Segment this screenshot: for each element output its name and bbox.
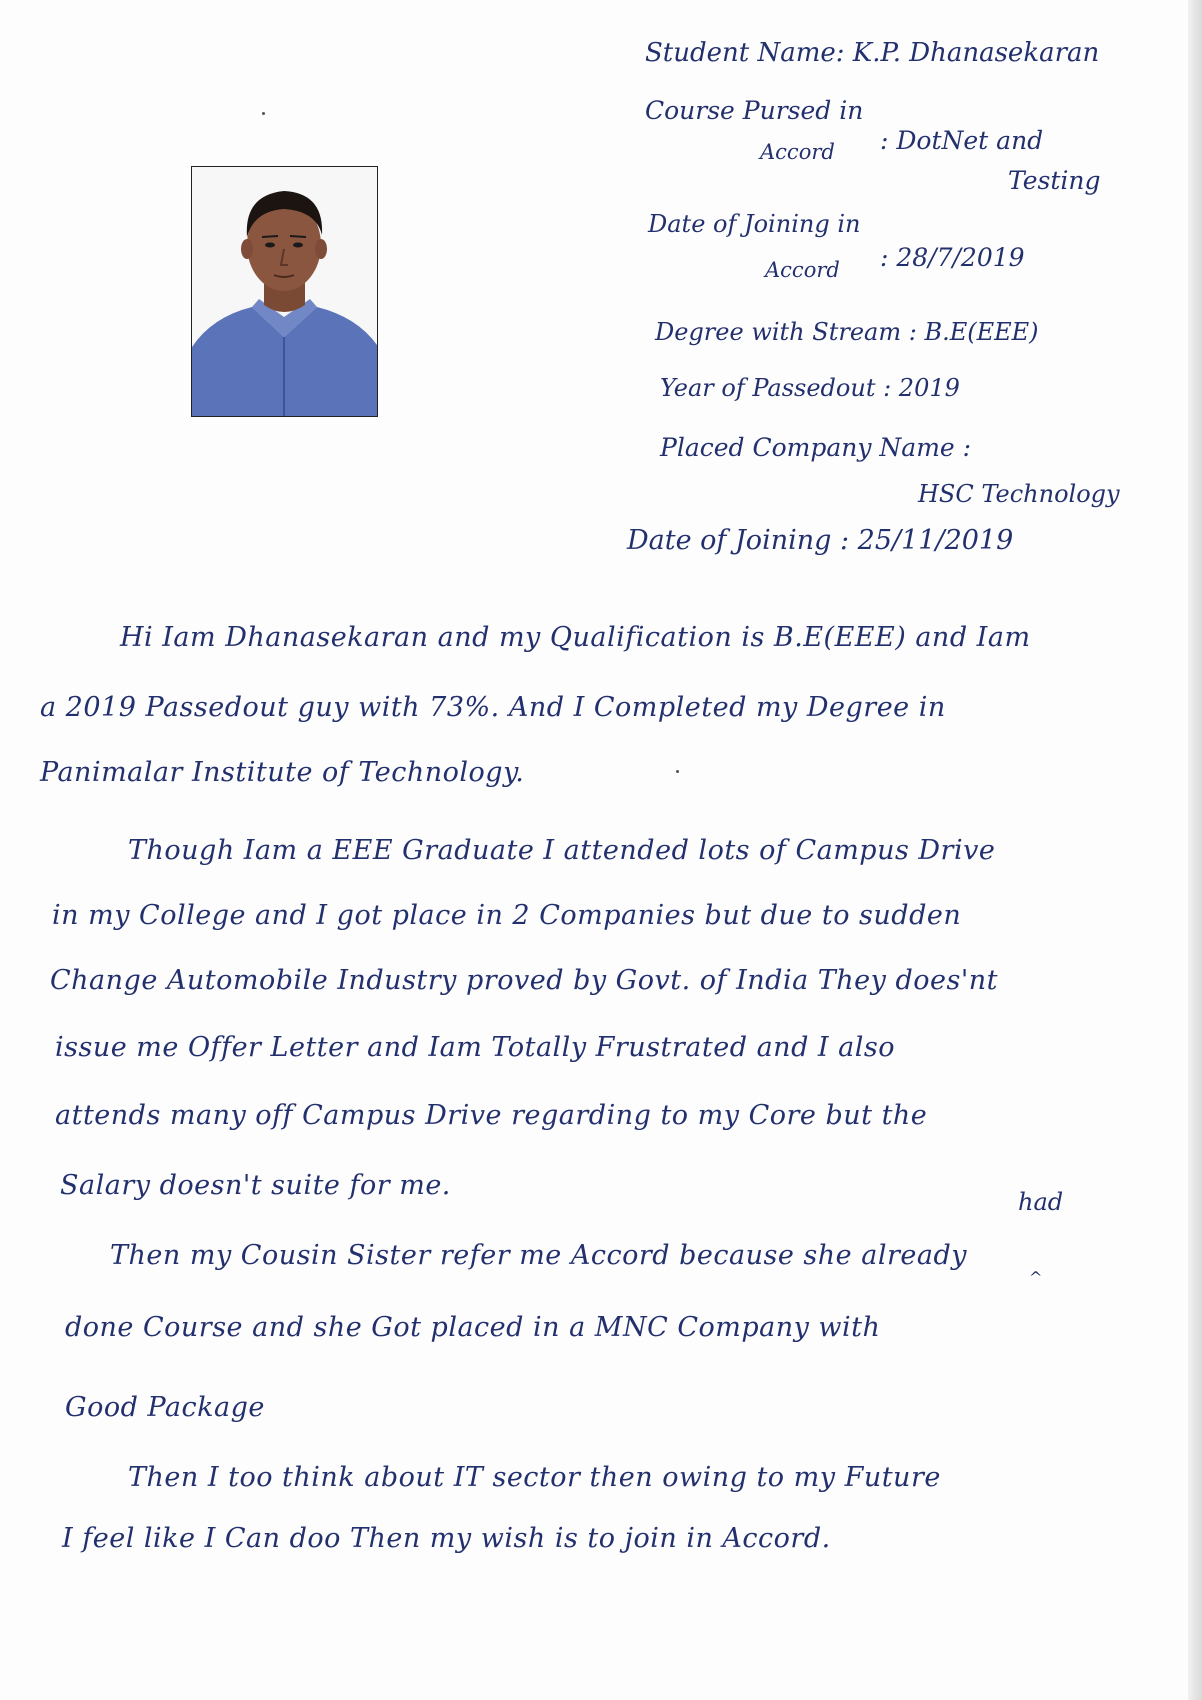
- stray-mark: [262, 112, 265, 115]
- doj-accord-value: : 28/7/2019: [880, 243, 1025, 272]
- body-line-6: Change Automobile Industry proved by Govt. of India They does'nt: [50, 965, 999, 996]
- course-value-line1: : DotNet and: [880, 126, 1044, 155]
- stray-mark: [676, 770, 679, 773]
- doj-accord-label-line2: Accord: [765, 258, 840, 282]
- body-line-10: Then my Cousin Sister refer me Accord because she already: [110, 1240, 967, 1271]
- doj-accord-label-line1: Date of Joining in: [648, 210, 861, 238]
- body-line-14: I feel like I Can doo Then my wish is to join in Accord.: [62, 1523, 831, 1554]
- body-line-2: a 2019 Passedout guy with 73%. And I Completed my Degree in: [40, 692, 946, 723]
- body-line-13: Then I too think about IT sector then owing to my Future: [128, 1462, 941, 1493]
- body-line-8: attends many off Campus Drive regarding to my Core but the: [55, 1100, 928, 1131]
- insertion-word: had: [1018, 1188, 1064, 1216]
- degree-stream: Degree with Stream : B.E(EEE): [655, 318, 1039, 346]
- placed-company-label: Placed Company Name :: [660, 433, 972, 462]
- year-passed-out: Year of Passedout : 2019: [660, 374, 960, 402]
- page-edge-shadow: [1188, 0, 1202, 1700]
- student-name: Student Name: K.P. Dhanasekaran: [645, 38, 1100, 68]
- course-label-line2: Accord: [760, 140, 835, 164]
- course-label-line1: Course Pursed in: [645, 96, 864, 125]
- insertion-caret-icon: ^: [1029, 1268, 1043, 1287]
- body-line-11: done Course and she Got placed in a MNC Company with: [65, 1312, 881, 1343]
- body-line-1: Hi Iam Dhanasekaran and my Qualification is B.E(EEE) and Iam: [120, 622, 1031, 653]
- body-line-12: Good Package: [65, 1392, 265, 1423]
- student-photo: [191, 166, 378, 417]
- body-line-5: in my College and I got place in 2 Companies but due to sudden: [52, 900, 962, 931]
- placed-company-value: HSC Technology: [918, 480, 1120, 508]
- body-line-4: Though Iam a EEE Graduate I attended lots of Campus Drive: [128, 835, 996, 866]
- body-line-9: Salary doesn't suite for me.: [60, 1170, 451, 1201]
- course-value-line2: Testing: [1008, 166, 1101, 195]
- date-of-joining: Date of Joining : 25/11/2019: [627, 525, 1014, 556]
- body-line-3: Panimalar Institute of Technology.: [40, 757, 525, 788]
- body-line-7: issue me Offer Letter and Iam Totally Frustrated and I also: [55, 1032, 896, 1063]
